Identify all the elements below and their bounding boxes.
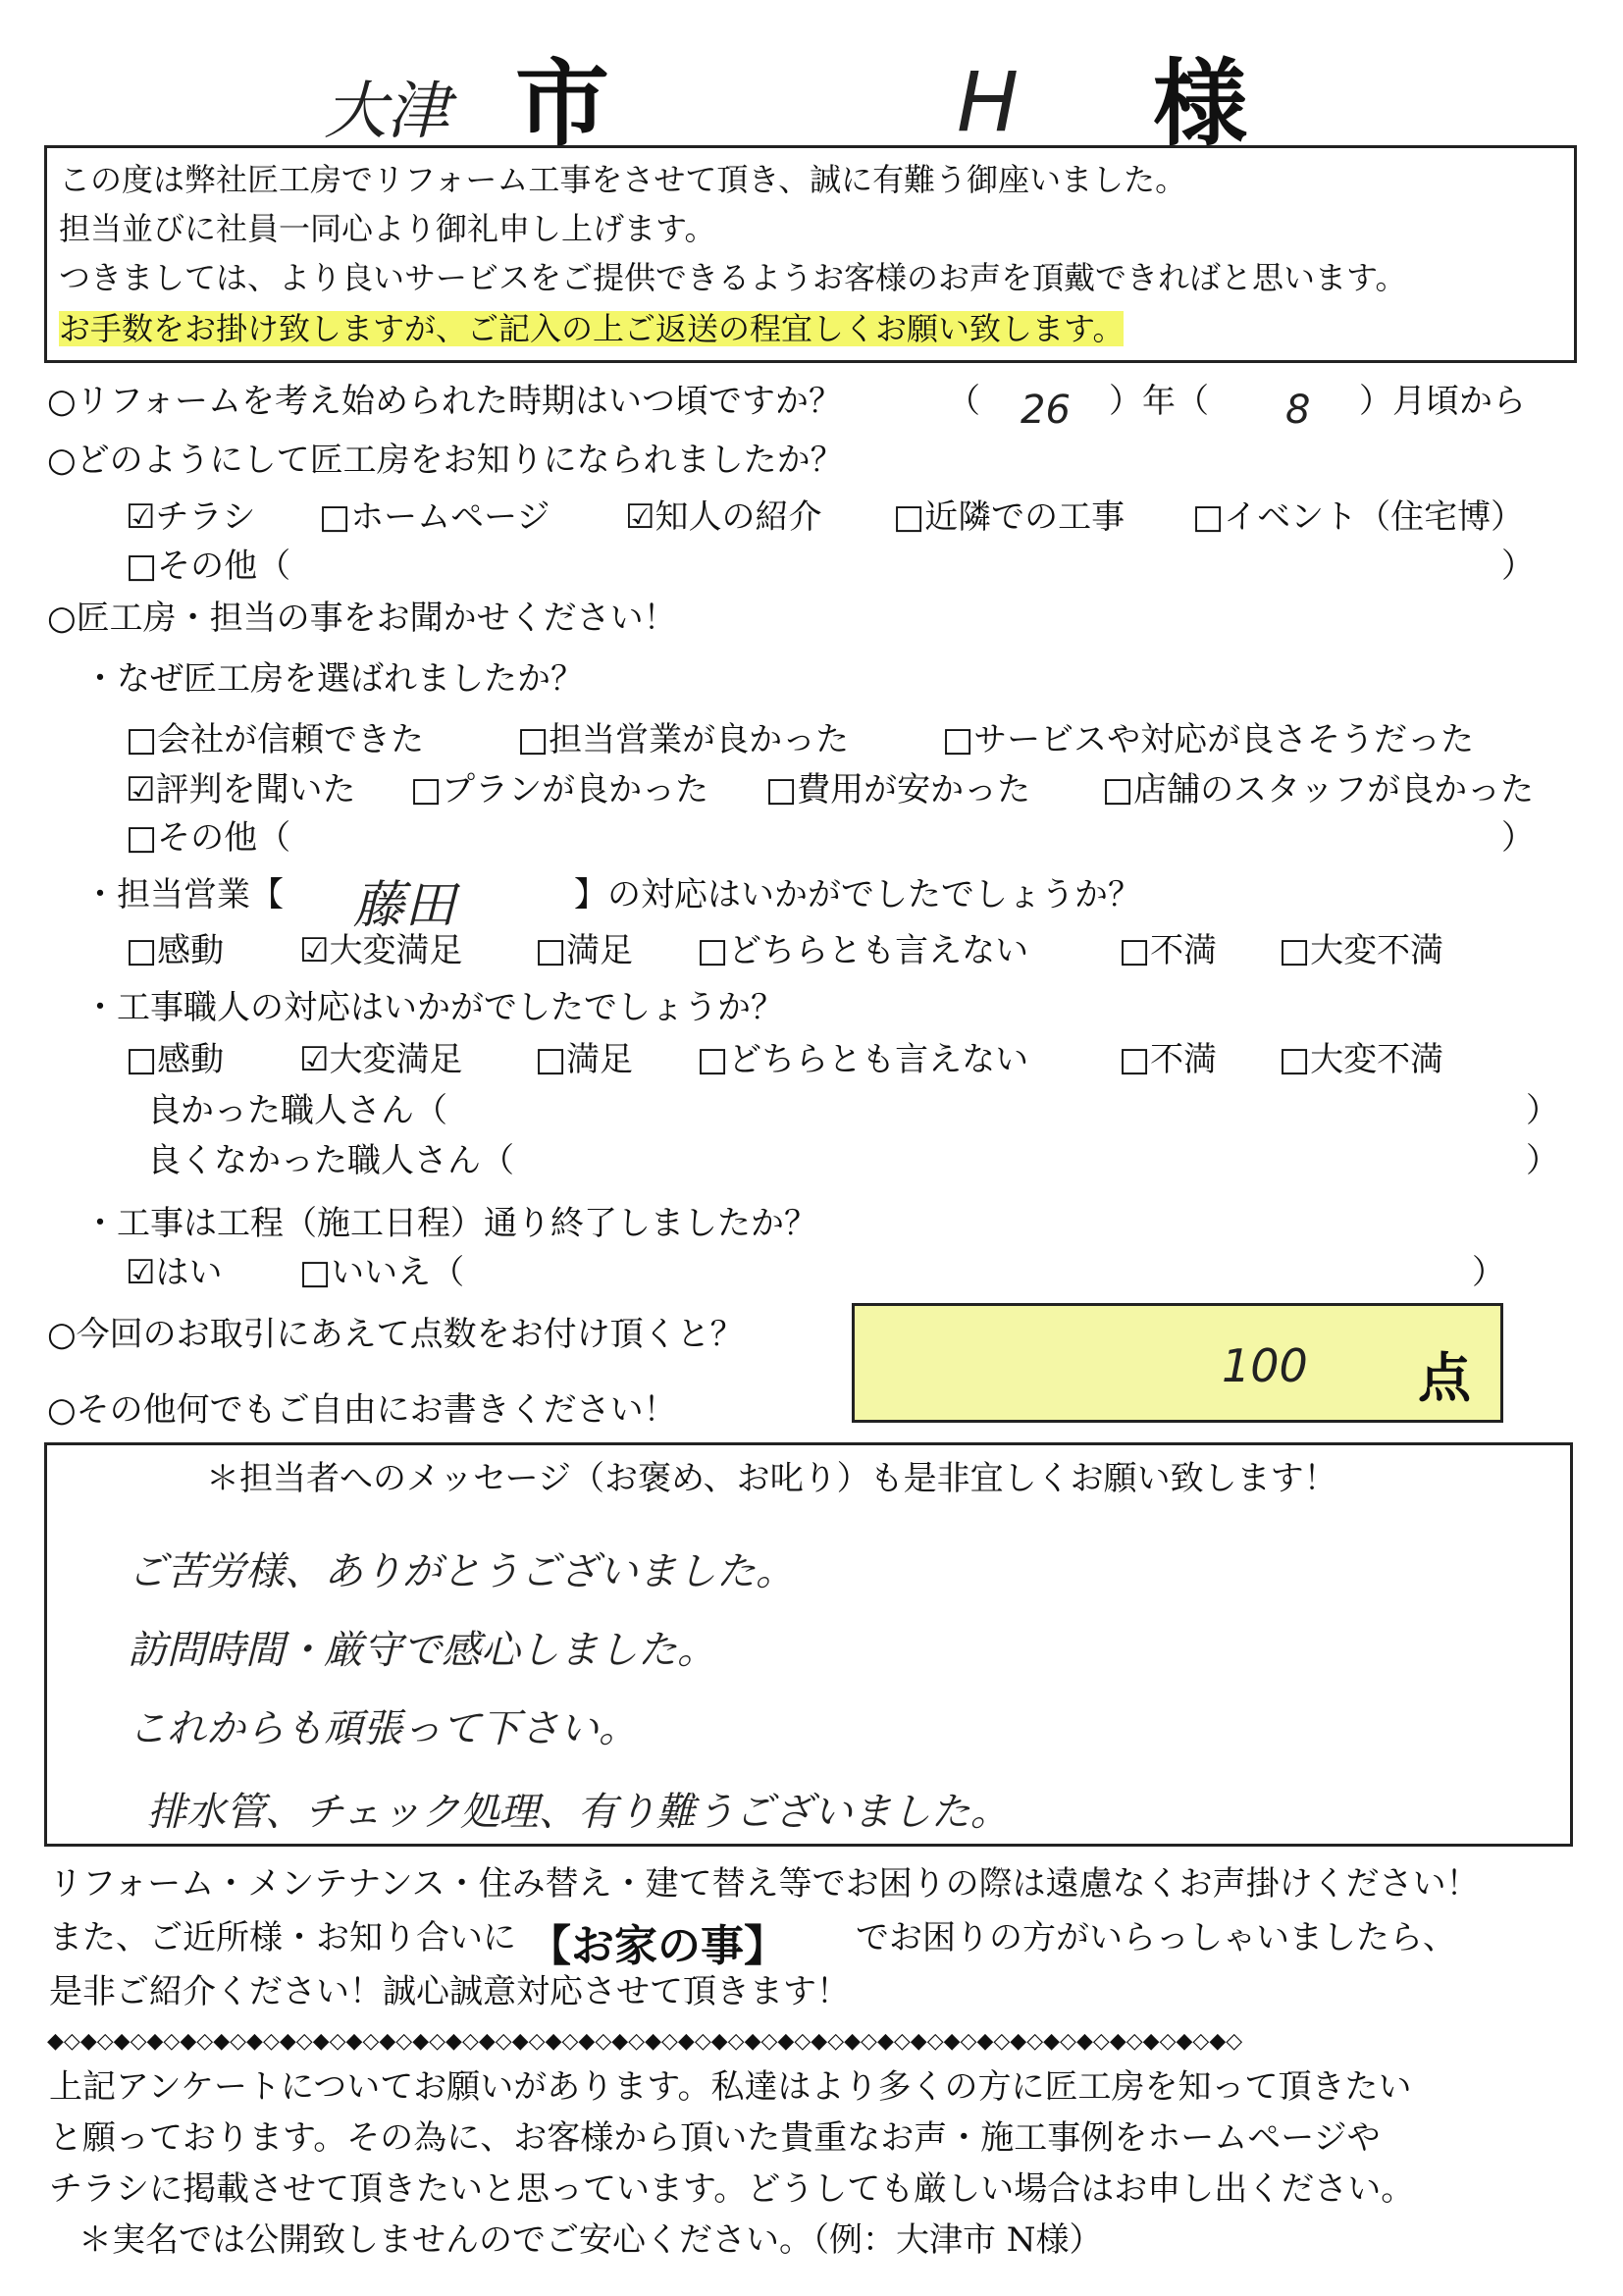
- q3-opt-other[interactable]: □その他（: [126, 818, 291, 858]
- q2-opt-referral[interactable]: ☑知人の紹介: [625, 497, 822, 537]
- craft-rating-1[interactable]: ☑大変満足: [299, 1040, 463, 1079]
- bad-craftsman-label: 良くなかった職人さん（: [147, 1141, 514, 1180]
- footer-p4: ＊実名では公開致しませんのでご安心ください。（例：大津市 N様）: [79, 2220, 1103, 2260]
- sales-rating-4[interactable]: □不満: [1119, 931, 1218, 970]
- q1-year-value: 26: [1021, 388, 1071, 433]
- q3-opt-other-close: ）: [1501, 818, 1535, 858]
- q1-year-close: ）年（: [1109, 382, 1209, 421]
- q3-opt-trust[interactable]: □会社が信頼できた: [126, 720, 425, 759]
- q3-sub1: ・なぜ匠工房を選ばれましたか？: [83, 659, 584, 699]
- sales-rep-name: 藤田: [353, 876, 456, 935]
- sales-rating-0[interactable]: □感動: [126, 931, 225, 970]
- q1-month-value: 8: [1285, 388, 1311, 433]
- footer-p3: チラシに掲載させて頂きたいと思っています。どうしても厳しい場合はお申し出ください。: [49, 2169, 1415, 2209]
- footer-line-3: 是非ご紹介ください！誠心誠意対応させて頂きます！: [49, 1972, 850, 2011]
- sales-rating-2[interactable]: □満足: [535, 931, 634, 970]
- message-line-1: ご苦労様、ありがとうございました。: [128, 1549, 795, 1594]
- footer-line-1: リフォーム・メンテナンス・住み替え・建て替え等でお困りの際は遠慮なくお声掛けください！: [49, 1864, 1480, 1904]
- sales-rating-5[interactable]: □大変不満: [1279, 931, 1444, 970]
- craft-rating-0[interactable]: □感動: [126, 1040, 225, 1079]
- score-unit: 点: [1418, 1346, 1471, 1409]
- q2-opt-flyer[interactable]: ☑チラシ: [126, 497, 256, 537]
- footer-line-2-em: 【お家の事】: [528, 1921, 787, 1971]
- q3-sub4: ・工事は工程（施工日程）通り終了しましたか？: [83, 1204, 817, 1243]
- q2-opt-homepage[interactable]: □ホームページ: [319, 497, 550, 537]
- craft-rating-4[interactable]: □不満: [1119, 1040, 1218, 1079]
- score-question: ○今回のお取引にあえて点数をお付け頂くと？: [47, 1315, 744, 1354]
- q1-open: （: [947, 382, 980, 421]
- footer-line-2-pre: また、ご近所様・お知り合いに: [49, 1918, 516, 1957]
- good-craftsman-label: 良かった職人さん（: [147, 1091, 447, 1130]
- intro-line-1: この度は弊社匠工房でリフォーム工事をさせて頂き、誠に有難う御座いました。: [59, 161, 1187, 198]
- craft-rating-5[interactable]: □大変不満: [1279, 1040, 1444, 1079]
- score-value: 100: [1222, 1339, 1308, 1392]
- q3-opt-sales[interactable]: □担当営業が良かった: [517, 720, 850, 759]
- craft-rating-3[interactable]: □どちらとも言えない: [697, 1040, 1029, 1079]
- footer-p2: と願っております。その為に、お客様から頂いた貴重なお声・施工事例をホームページや: [49, 2118, 1381, 2158]
- q1-month-close: ）月頃から: [1359, 382, 1526, 421]
- sales-rating-3[interactable]: □どちらとも言えない: [697, 931, 1029, 970]
- customer-initial: H: [957, 54, 1020, 150]
- q3-sub3: ・工事職人の対応はいかがでしたでしょうか？: [83, 988, 784, 1027]
- q1-text: ○リフォームを考え始められた時期はいつ頃ですか？: [47, 382, 842, 421]
- q2-opt-other-close: ）: [1501, 547, 1535, 586]
- schedule-no[interactable]: □いいえ（: [299, 1253, 465, 1292]
- q3-opt-plan[interactable]: □プランが良かった: [410, 770, 709, 809]
- message-line-4: 排水管、チェック処理、有り難うございました。: [147, 1790, 1010, 1835]
- q2-opt-nearby[interactable]: □近隣での工事: [893, 497, 1126, 537]
- footer-line-2-post: でお困りの方がいらっしゃいましたら、: [856, 1918, 1456, 1957]
- intro-line-4: お手数をお掛け致しますが、ご記入の上ご返送の程宜しくお願い致します。: [59, 310, 1125, 347]
- score-box: [852, 1303, 1503, 1423]
- q2-opt-event[interactable]: □イベント（住宅博）: [1192, 497, 1525, 537]
- q3-opt-cost[interactable]: □費用が安かった: [765, 770, 1031, 809]
- bad-craftsman-close: ）: [1526, 1141, 1559, 1180]
- q2-text: ○どのようにして匠工房をお知りになられましたか？: [47, 441, 844, 480]
- message-box-title: ＊担当者へのメッセージ（お褒め、お叱り）も是非宜しくお願い致します！: [206, 1459, 1337, 1498]
- craft-rating-2[interactable]: □満足: [535, 1040, 634, 1079]
- message-line-3: これからも頑張って下さい。: [128, 1706, 638, 1751]
- intro-line-3: つきましては、より良いサービスをご提供できるようお客様のお声を頂戴できればと思います。: [59, 259, 1407, 296]
- sales-rep-prefix: ・担当営業【: [83, 875, 284, 914]
- q3-opt-staff[interactable]: □店舗のスタッフが良かった: [1102, 770, 1535, 809]
- good-craftsman-close: ）: [1526, 1091, 1559, 1130]
- footer-p1: 上記アンケートについてお願いがあります。私達はより多くの方に匠工房を知って頂きたい: [49, 2067, 1412, 2107]
- schedule-yes[interactable]: ☑はい: [126, 1253, 223, 1292]
- q3-heading: ○匠工房・担当の事をお聞かせください！: [47, 599, 677, 638]
- sales-rating-1[interactable]: ☑大変満足: [299, 931, 463, 970]
- city-handwritten: 大津: [324, 76, 449, 148]
- intro-line-2: 担当並びに社員一同心より御礼申し上げます。: [59, 210, 716, 247]
- q3-opt-reputation[interactable]: ☑評判を聞いた: [126, 770, 356, 809]
- honorific: 様: [1153, 48, 1247, 159]
- q2-opt-other[interactable]: □その他（: [126, 547, 291, 586]
- city-suffix: 市: [515, 48, 609, 159]
- sales-rep-suffix: 】の対応はいかがでしたでしょうか？: [574, 875, 1141, 914]
- footer-divider: ◆◇◆◇◆◇◆◇◆◇◆◇◆◇◆◇◆◇◆◇◆◇◆◇◆◇◆◇◆◇◆◇◆◇◆◇◆◇◆◇◆◇◆◇◆◇◆◇◆◇◆◇◆◇◆◇◆◇◆◇◆◇◆◇◆◇◆◇◆◇◆◇: [47, 2029, 1243, 2054]
- free-question: ○その他何でもご自由にお書きください！: [47, 1390, 677, 1430]
- q3-opt-service[interactable]: □サービスや対応が良さそうだった: [942, 720, 1475, 759]
- schedule-no-close: ）: [1472, 1253, 1505, 1292]
- message-line-2: 訪問時間・厳守で感心しました。: [128, 1628, 716, 1673]
